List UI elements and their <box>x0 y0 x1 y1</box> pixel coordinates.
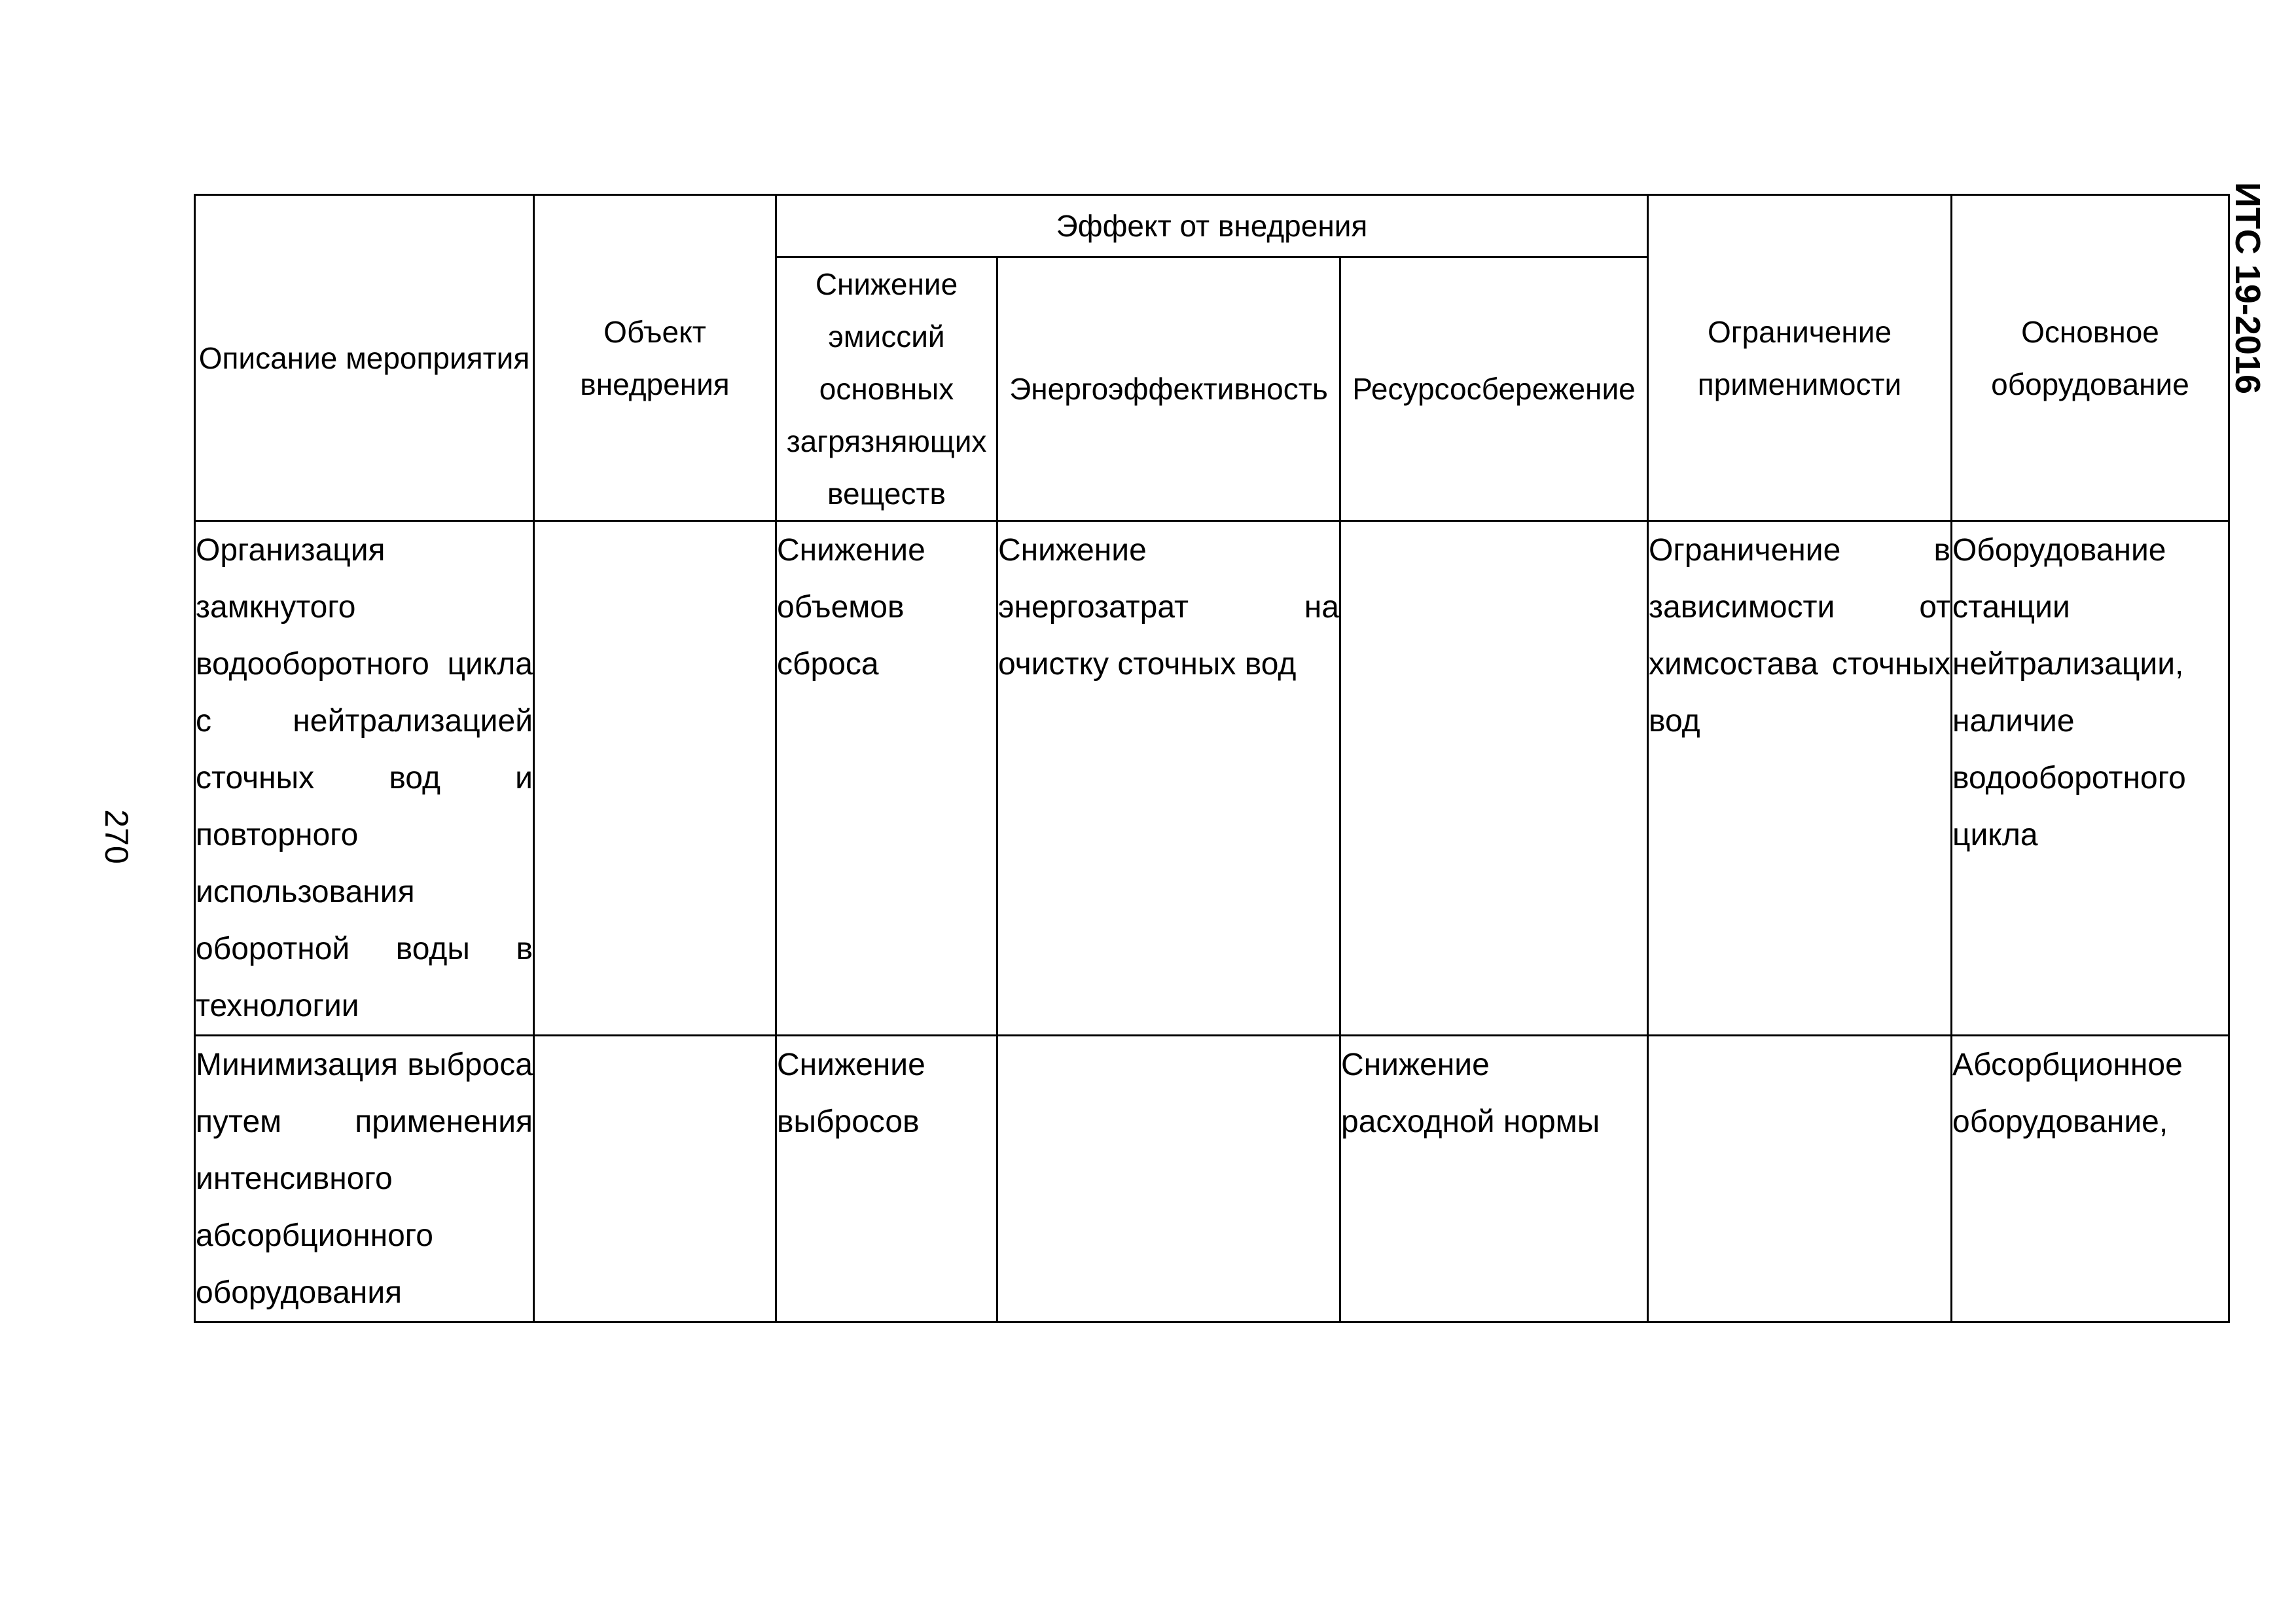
cell-emissions: Снижение объемов сброса <box>776 521 997 1036</box>
table-row <box>195 1036 2229 1322</box>
header-resource: Ресурсосбережение <box>1340 257 1648 521</box>
cell-energy: Снижение энергозатрат на очистку сточных вод <box>997 521 1340 1036</box>
cell-description: Организация замкнутого водооборотного цикла с нейтрализацией сточных вод и повторного использования оборотной воды в технологии <box>195 521 534 1036</box>
cell-equipment: Оборудование станции нейтрализации, наличие водооборотного цикла <box>1952 521 2229 1036</box>
page-number: 270 <box>98 809 135 864</box>
header-energy: Энергоэффективность <box>997 257 1340 521</box>
document-code: ИТС 19-2016 <box>2228 182 2267 394</box>
cell-resource <box>1340 521 1648 1036</box>
cell-limitation: Ограничение в зависимости от химсостава сточных вод <box>1648 521 1952 1036</box>
header-equipment: Основное оборудование <box>1952 195 2229 521</box>
cell-equipment: Абсорбционное оборудование, <box>1952 1036 2229 1322</box>
header-description: Описание мероприятия <box>195 195 534 521</box>
table-row <box>195 521 2229 1036</box>
measures-table <box>194 194 2230 1323</box>
cell-limitation <box>1648 1036 1952 1322</box>
cell-resource: Снижение расходной нормы <box>1340 1036 1648 1322</box>
cell-emissions: Снижение выбросов <box>776 1036 997 1322</box>
cell-object <box>534 1036 776 1322</box>
header-effect-group: Эффект от внедрения <box>776 195 1648 257</box>
cell-description: Минимизация выброса путем применения интенсивного абсорбционного оборудования <box>195 1036 534 1322</box>
cell-object <box>534 521 776 1036</box>
header-emissions: Снижение эмиссий основных загрязняющих веществ <box>776 257 997 521</box>
header-limitation: Ограничение применимости <box>1648 195 1952 521</box>
header-row-top <box>195 195 2229 257</box>
cell-energy <box>997 1036 1340 1322</box>
header-object: Объект внедрения <box>534 195 776 521</box>
